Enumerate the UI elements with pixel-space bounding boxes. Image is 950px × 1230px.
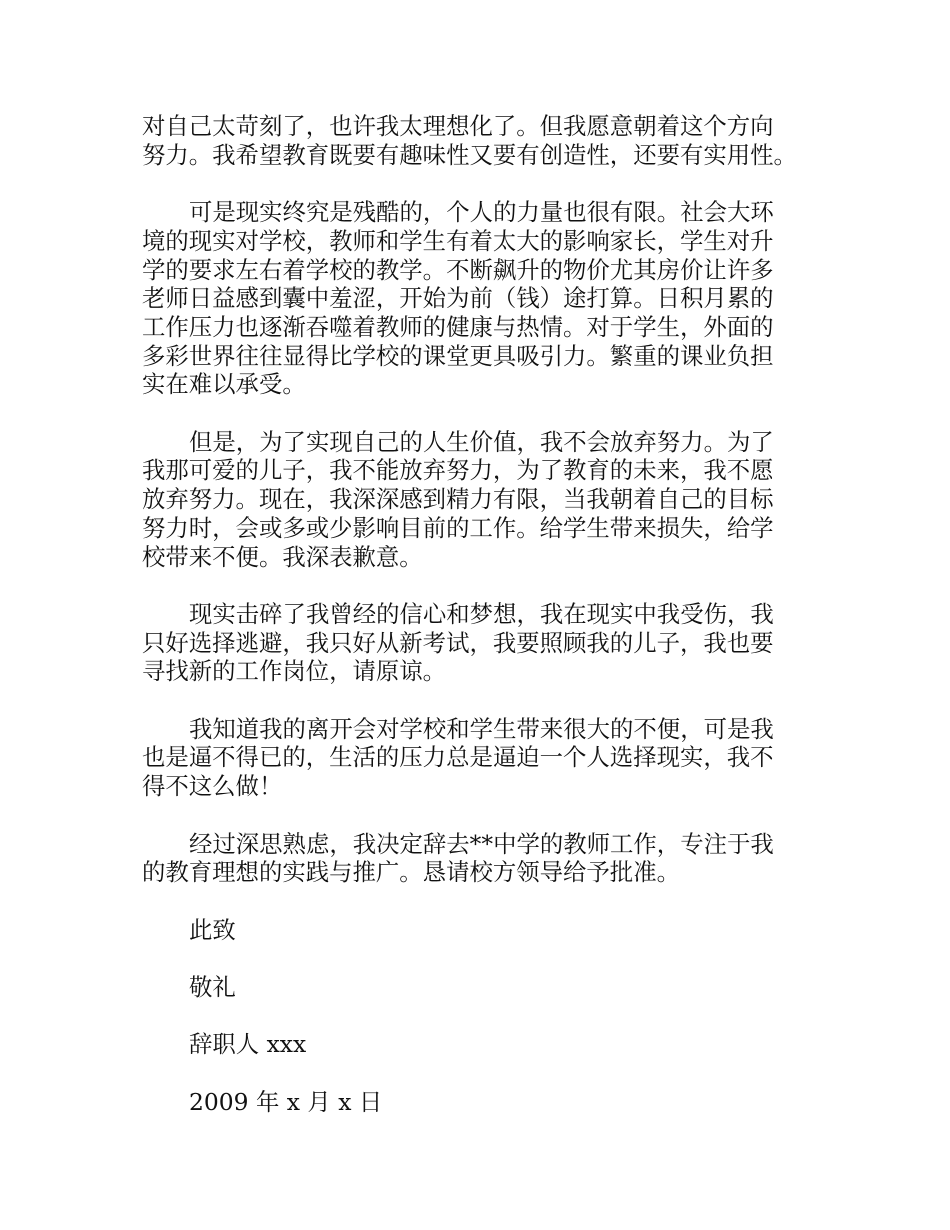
- paragraph-line: 现实击碎了我曾经的信心和梦想，我在现实中我受伤，我: [189, 599, 774, 628]
- paragraph-6: [142, 830, 822, 887]
- paragraph-line: 的教育理想的实践与推广。恳请校方领导给予批准。: [142, 858, 680, 887]
- paragraph-line: 多彩世界往往显得比学校的课堂更具吸引力。繁重的课业负担: [142, 341, 774, 370]
- paragraph-line: 我知道我的离开会对学校和学生带来很大的不便，可是我: [189, 714, 774, 743]
- paragraph-line: 放弃努力。现在，我深深感到精力有限，当我朝着自己的目标: [142, 485, 774, 514]
- date: 2009 年 x 月 x 日: [189, 1087, 383, 1116]
- paragraph-line: 实在难以承受。: [142, 370, 306, 399]
- paragraph-line: 寻找新的工作岗位，请原谅。: [142, 657, 447, 686]
- paragraph-5: [142, 715, 822, 801]
- closing-regards: 敬礼: [189, 972, 236, 1001]
- paragraph-line: 学的要求左右着学校的教学。不断飙升的物价尤其房价让许多: [142, 255, 774, 284]
- paragraph-line: 对自己太苛刻了，也许我太理想化了。但我愿意朝着这个方向: [142, 112, 774, 140]
- paragraph-line: 老师日益感到囊中羞涩，开始为前（钱）途打算。日积月累的: [142, 284, 774, 313]
- closing-salutation: 此致: [189, 915, 236, 944]
- paragraph-line: 得不这么做！: [142, 772, 283, 801]
- paragraph-line: 也是逼不得已的，生活的压力总是逼迫一个人选择现实，我不: [142, 743, 774, 772]
- paragraph-1: [142, 112, 822, 169]
- paragraph-line: 境的现实对学校，教师和学生有着太大的影响家长，学生对升: [142, 226, 774, 255]
- paragraph-2: [142, 198, 822, 399]
- paragraph-line: 经过深思熟虑，我决定辞去**中学的教师工作，专注于我: [189, 829, 774, 858]
- paragraph-line: 校带来不便。我深表歉意。: [142, 542, 423, 571]
- paragraph-line: 工作压力也逐渐吞噬着教师的健康与热情。对于学生，外面的: [142, 312, 774, 341]
- paragraph-3: [142, 428, 822, 572]
- document-page: [142, 112, 822, 1145]
- paragraph-line: 只好选择逃避，我只好从新考试，我要照顾我的儿子，我也要: [142, 628, 774, 657]
- paragraph-line: 我那可爱的儿子，我不能放弃努力，为了教育的未来，我不愿: [142, 456, 774, 485]
- paragraph-line: 可是现实终究是残酷的，个人的力量也很有限。社会大环: [189, 198, 774, 227]
- paragraph-4: [142, 600, 822, 686]
- paragraph-line: 努力。我希望教育既要有趣味性又要有创造性，还要有实用性。: [142, 140, 797, 169]
- paragraph-line: 努力时，会或多或少影响目前的工作。给学生带来损失，给学: [142, 513, 774, 542]
- signature: 辞职人 xxx: [189, 1030, 307, 1059]
- paragraph-line: 但是，为了实现自己的人生价值，我不会放弃努力。为了: [189, 427, 774, 456]
